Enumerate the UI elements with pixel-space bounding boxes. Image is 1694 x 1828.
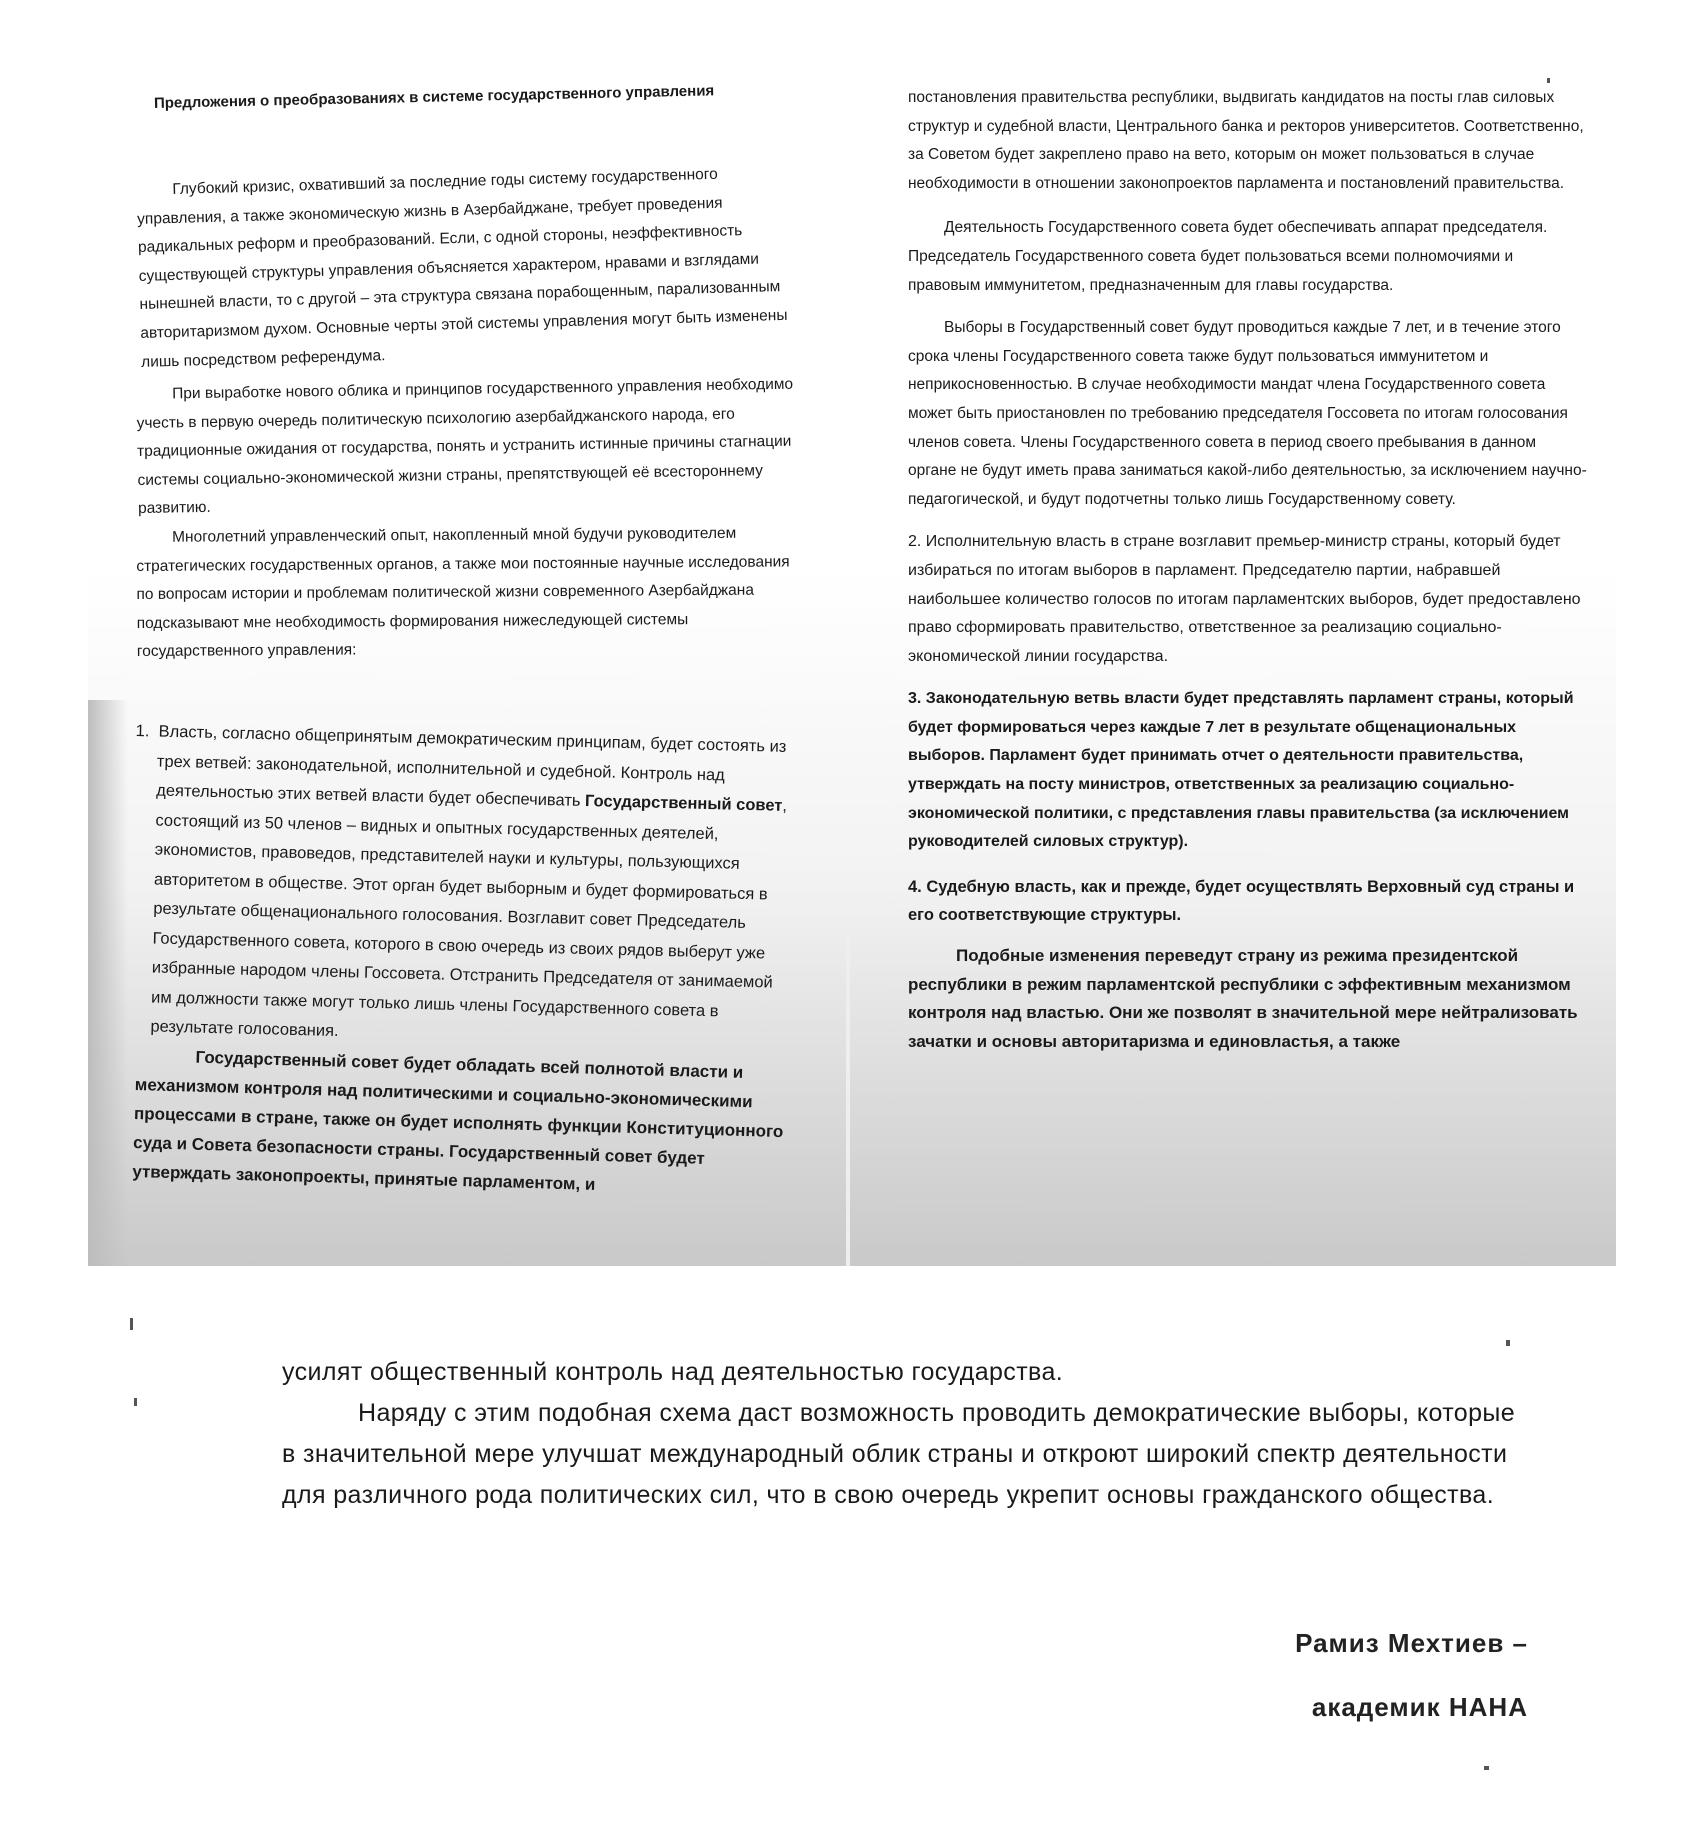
- document-title: Предложения о преобразованиях в системе государственного управления: [153, 82, 715, 112]
- list-item-1: [128, 717, 796, 1058]
- continuation-text: [282, 1352, 1522, 1516]
- paragraph-crisis: Глубокий кризис, охвативший за последние годы систему государственного управления, а также экономическую жизнь в Азербайджане, требует проведения радикальных реформ и преобразований. Если, с одной стороны, неэффективность существующей структуры управления объясняется характером, нравами и взглядами нынешней власти, то с другой – эта структура связана порабощенным, парализованным авторитаризмом духом. Основные черты этой системы управления могут быть изменены лишь посредством референдума.: [136, 165, 788, 371]
- page-split-divider: [846, 930, 850, 1266]
- scan-shadow: [88, 700, 128, 1266]
- paragraph-council-elections: Выборы в Государственный совет будут проводиться каждые 7 лет, и в течение этого срока члены Государственного совета также будут пользоваться иммунитетом и неприкосновенностью. В случае необходимости мандат члена Государственного совета может быть приостановлен по требованию председателя Госсовета по итогам голосования членов совета. Члены Государственного совета в период своего пребывания в данном органе не будут иметь права заниматься какой-либо деятельностью, за исключением научно-педагогической, и будут подотчетны только лишь Государственному совету.: [908, 319, 1587, 508]
- scan-speck: [1506, 1340, 1510, 1346]
- signature-title: академик НАНА: [1311, 1692, 1528, 1722]
- list-item-1-bold-term: Государственный совет: [584, 791, 783, 815]
- paragraph-experience: Многолетний управленческий опыт, накопленный мной будучи руководителем стратегических государственных органов, а также мои постоянные научные исследования по вопросам истории и проблемам политической жизни современного Азербайджана подсказывают мне необходимость формирования нижеследующей системы государственного управления:: [136, 524, 790, 661]
- list-item-1-text-after: , состоящий из 50 членов – видных и опытных государственных деятелей, экономистов, правоведов, представителей науки и культуры, пользующихся авторитетом в обществе. Этот орган будет выборным и будет формироваться в результате общенационального голосования. Возглавит совет Председатель Государственного совета, которого в свою очередь из своих рядов выберут уже избранные народом члены Госсовета. Отстранить Председателя от занимаемой им должности также могут только лишь члены Государственного совета в результате голосования.: [150, 796, 788, 1040]
- signature-name: Рамиз Мехтиев –: [1295, 1628, 1528, 1658]
- paragraph-council-apparatus: Деятельность Государственного совета будет обеспечивать аппарат председателя. Председатель Государственного совета будет пользоваться всеми полномочиями и правовым иммунитетом, предназначенным для главы государства.: [908, 219, 1548, 294]
- list-item-2: 2. Исполнительную власть в стране возглавит премьер-министр страны, который будет избираться по итогам выборов в парламент. Председателю партии, набравшей наибольшее количество голосов по итогам парламентских выборов, будет предоставлено право сформировать правительство, ответственное за реализацию социально-экономической линии государства.: [908, 533, 1581, 665]
- scan-speck: [130, 1318, 133, 1330]
- list-item-1-number: 1.: [135, 721, 150, 741]
- paragraph-council-powers: Государственный совет будет обладать всей полнотой власти и механизмом контроля над политическими и социально-экономическими процессами в стране, также он будет исполнять функции Конституционного суда и Совета безопасности страны. Государственный совет будет утверждать законопроекты, принятые парламентом, и: [132, 1047, 784, 1195]
- list-item-4: 4. Судебную власть, как и прежде, будет осуществлять Верховный суд страны и его соответствующие структуры.: [908, 877, 1575, 925]
- list-item-1-text-before: Власть, согласно общепринятым демократическим принципам, будет состоять из трех ветвей: законодательной, исполнительной и судебной. Контроль над деятельностью этих ветвей власти будет обеспечивать: [155, 722, 787, 810]
- scan-speck: [1484, 1766, 1489, 1770]
- paragraph-changes: Подобные изменения переведут страну из режима президентской республики в режим парламентской республики с эффективным механизмом контроля над властью. Они же позволят в значительной мере нейтрализовать зачатки и основы авторитаризма и единовластья, а также: [908, 946, 1578, 1051]
- right-column: [908, 84, 1588, 1056]
- scan-speck: [1547, 78, 1550, 83]
- paragraph-resolutions: постановления правительства республики, выдвигать кандидатов на посты глав силовых структур и судебной власти, Центрального банка и ректоров университетов. Соответственно, за Советом будет закреплено право на вето, которым он может пользоваться в случае необходимости в отношении законопроектов парламента и постановлений правительства.: [908, 89, 1584, 192]
- continuation-paragraph: Наряду с этим подобная схема даст возможность проводить демократические выборы, которые в значительной мере улучшат международный облик страны и откроют широкий спектр деятельности для различного рода политических сил, что в свою очередь укрепит основы гражданского общества.: [282, 1399, 1516, 1509]
- list-item-3: 3. Законодательную ветвь власти будет представлять парламент страны, который будет формироваться через каждые 7 лет в результате общенациональных выборов. Парламент будет принимать отчет о деятельности правительства, утверждать на посту министров, ответственных за реализацию социально-экономической политики, с представления главы правительства (за исключением руководителей силовых структур).: [908, 690, 1574, 851]
- scan-speck: [134, 1398, 137, 1406]
- continuation-line: усилят общественный контроль над деятельностью государства.: [282, 1358, 1064, 1386]
- paragraph-new-image: При выработке нового облика и принципов государственного управления необходимо учесть в первую очередь политическую психологию азербайджанского народа, его традиционные ожидания от государства, понять и устранить истинные причины стагнации системы социально-экономической жизни страны, препятствующей её всестороннему развитию.: [136, 375, 794, 518]
- left-column: [132, 82, 796, 1195]
